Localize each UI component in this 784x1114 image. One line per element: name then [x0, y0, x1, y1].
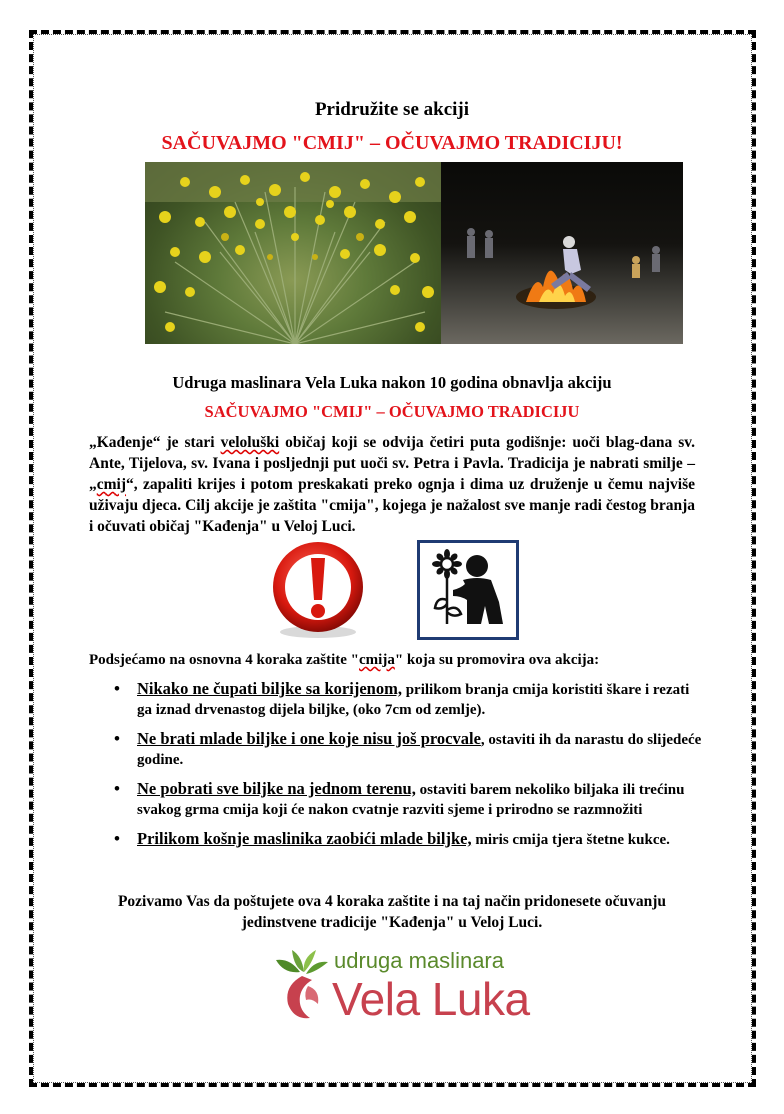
- logo-text-top: udruga maslinara: [334, 948, 504, 973]
- step-lead: Prilikom košnje maslinika zaobići mlade biljke,: [137, 829, 472, 848]
- logo-udruga-maslinara: [272, 946, 530, 1026]
- step-text: miris cmija tjera štetne kukce.: [471, 832, 670, 848]
- para-part-3: “, zapaliti krijes i potom preskakati preko ognja i dima uz druženje u čemu najviše uživaju djeca. Cilj akcije je zaštita "cmija", kojega je nažalost sve manje radi čestog branja i očuvati običaj "Kađenja" u Veloj Luci.: [89, 476, 695, 535]
- list-item: [114, 829, 704, 850]
- para-part-1: „Kađenje“ je stari: [89, 434, 221, 451]
- subtitle-red: SAČUVAJMO "CMIJ" – OČUVAJMO TRADICIJU: [204, 402, 580, 421]
- step-lead: Nikako ne čupati biljke sa korijenom,: [137, 679, 402, 698]
- para-part-2: običaj koji se odvija četiri puta godišnje: uoči blag-dana sv. Ante, Tijelova, sv. Ivana i posljednji put uoči sv. Petra i Pavla. Tradicija je nabrati smilje – „: [89, 434, 696, 493]
- photo-strip: [145, 162, 683, 344]
- do-not-pick-flowers-icon: [417, 540, 519, 640]
- list-item: [114, 779, 704, 820]
- subtitle: Udruga maslinara Vela Luka nakon 10 godina obnavlja akciju: [172, 373, 612, 392]
- olive-leaf-logo-icon: [272, 946, 336, 1026]
- reminder-line: [89, 652, 599, 669]
- photo-immortelle-plant: [145, 162, 441, 344]
- step-lead: Ne brati mlade biljke i one koje nisu još procvale: [137, 729, 481, 748]
- reminder-cmija: cmija: [359, 652, 395, 668]
- para-cmij: cmij: [96, 476, 127, 493]
- intro-line: Pridružite se akciji: [314, 99, 470, 120]
- warning-exclamation-icon: [266, 540, 370, 640]
- description-paragraph: [89, 432, 695, 537]
- reminder-part-b: " koja su promovira ova akcija:: [394, 652, 600, 668]
- reminder-part-a: Podsjećamo na osnovna 4 koraka zaštite ": [89, 652, 359, 668]
- icon-row: [0, 540, 784, 640]
- closing-paragraph: Pozivamo Vas da poštujete ova 4 koraka zaštite i na taj način pridonesete očuvanju jedinstvene tradicije "Kađenja" u Veloj Luci.: [117, 893, 667, 931]
- step-text: prilikom branja cmija koristiti škare i rezati ga iznad drvenastog dijela biljke, (oko 7cm od zemlje).: [137, 682, 690, 718]
- step-text: ostaviti barem nekoliko biljaka ili trećinu svakog grma cmija koji će nakon cvatnje razviti sjeme i prirodno se razmnožiti: [137, 782, 685, 818]
- list-item: [114, 729, 704, 770]
- headline: SAČUVAJMO "CMIJ" – OČUVAJMO TRADICIJU!: [161, 132, 623, 154]
- para-veloluski: veloluški: [220, 434, 280, 451]
- photo-bonfire-jumping: [441, 162, 683, 344]
- protection-steps-list: [114, 679, 704, 859]
- step-text: , ostaviti ih da narastu do slijedeće godine.: [137, 732, 702, 768]
- list-item: [114, 679, 704, 720]
- logo-text-main: Vela Luka: [332, 973, 530, 1025]
- step-lead: Ne pobrati sve biljke na jednom terenu,: [137, 779, 416, 798]
